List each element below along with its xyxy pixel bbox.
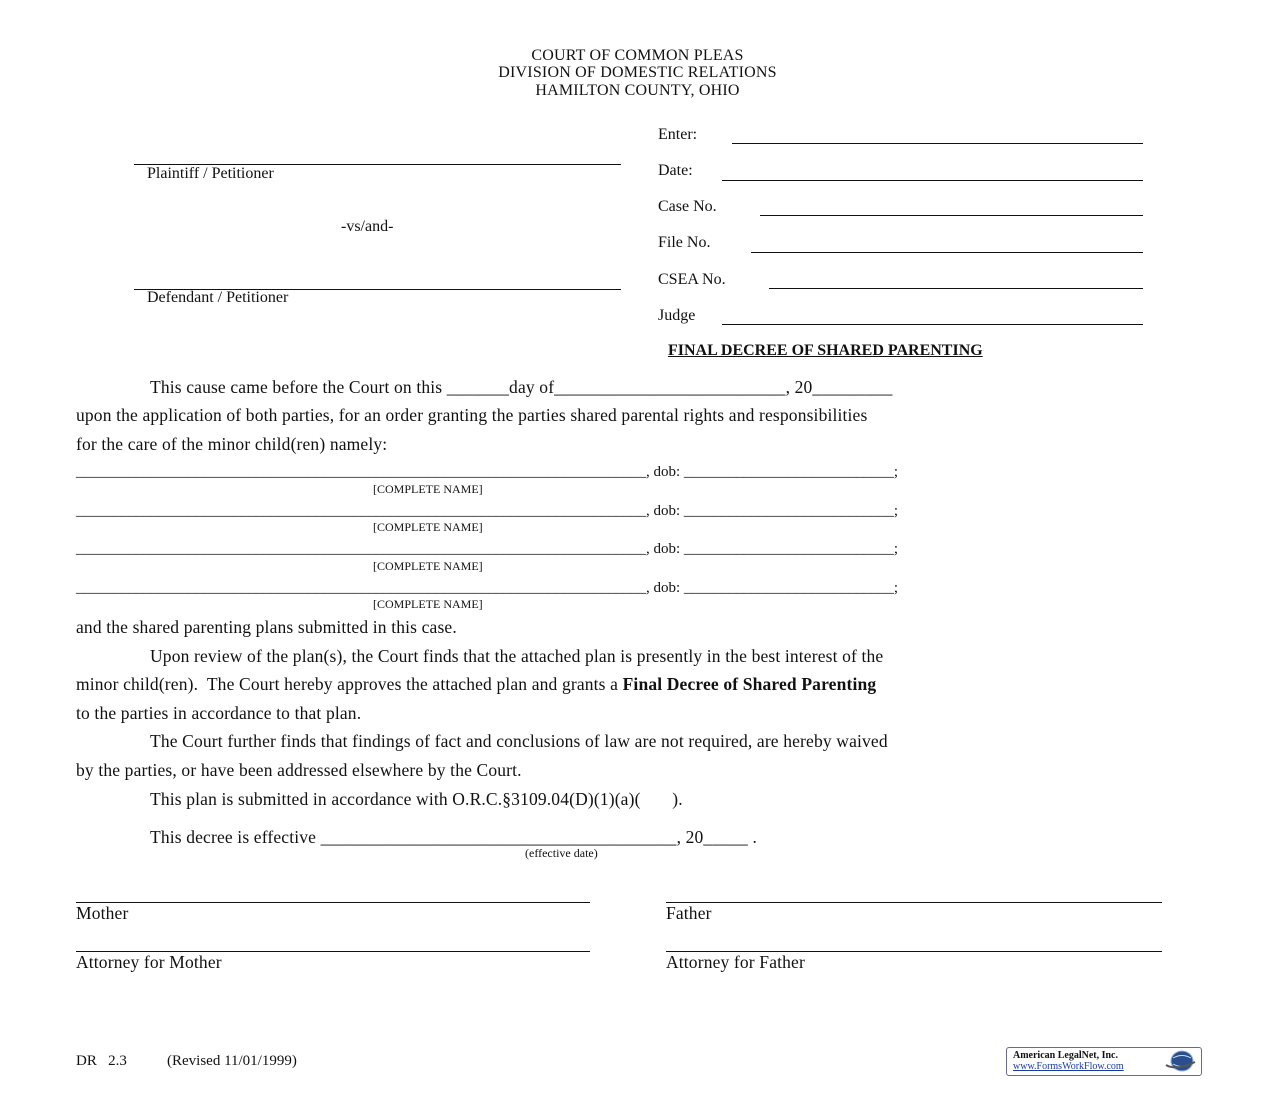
review-line-2 (76, 674, 876, 695)
complete-name-caption-4: [COMPLETE NAME] (373, 597, 483, 611)
child-entry-1[interactable]: ____________________________________________________________________________, dob: ____________________________; (76, 464, 899, 480)
court-name: COURT OF COMMON PLEAS (531, 47, 744, 64)
enter-field[interactable] (732, 143, 1143, 144)
case-no-field[interactable] (760, 215, 1143, 216)
vs-label: -vs/and- (341, 218, 394, 235)
review-line-2-text: minor child(ren). The Court hereby approves the attached plan and grants a (76, 674, 623, 694)
complete-name-caption-1: [COMPLETE NAME] (373, 482, 483, 496)
findings-line-1: The Court further finds that findings of fact and conclusions of law are not required, are hereby waived (150, 731, 888, 751)
attorney-mother-label: Attorney for Mother (76, 952, 222, 972)
children-intro-line: for the care of the minor child(ren) namely: (76, 434, 388, 454)
legalnet-logo[interactable] (1006, 1047, 1202, 1076)
file-no-label: File No. (658, 234, 711, 251)
judge-label: Judge (658, 307, 696, 324)
date-label: Date: (658, 162, 693, 179)
document-title: FINAL DECREE OF SHARED PARENTING (668, 342, 983, 359)
file-no-field[interactable] (751, 252, 1143, 253)
globe-icon (1162, 1049, 1198, 1073)
orc-line: This plan is submitted in accordance with O.R.C.§3109.04(D)(1)(a)( ). (150, 789, 683, 809)
revised-date: (Revised 11/01/1999) (167, 1053, 297, 1069)
date-field[interactable] (722, 180, 1143, 181)
father-signature-line[interactable] (666, 902, 1162, 903)
effective-line[interactable]: This decree is effective ________________________________________, 20_____ . (150, 827, 757, 847)
csea-no-field[interactable] (769, 288, 1143, 289)
csea-no-label: CSEA No. (658, 271, 726, 288)
child-entry-3[interactable]: ____________________________________________________________________________, dob: ____________________________; (76, 541, 899, 557)
findings-line-2: by the parties, or have been addressed elsewhere by the Court. (76, 760, 522, 780)
court-county: HAMILTON COUNTY, OHIO (535, 82, 740, 99)
logo-url-link[interactable]: www.FormsWorkFlow.com (1013, 1061, 1124, 1072)
application-line: upon the application of both parties, for an order granting the parties shared parental rights and responsibilities (76, 405, 868, 425)
plaintiff-label: Plaintiff / Petitioner (147, 165, 274, 182)
review-line-1: Upon review of the plan(s), the Court finds that the attached plan is presently in the best interest of the (150, 646, 884, 666)
form-id: DR 2.3 (76, 1053, 127, 1069)
father-label: Father (666, 903, 712, 923)
attorney-father-label: Attorney for Father (666, 952, 805, 972)
court-division: DIVISION OF DOMESTIC RELATIONS (498, 64, 777, 81)
effective-date-caption: (effective date) (525, 846, 598, 860)
logo-company-name: American LegalNet, Inc. (1013, 1050, 1118, 1061)
complete-name-caption-3: [COMPLETE NAME] (373, 559, 483, 573)
cause-line: This cause came before the Court on this _______day of__________________________, 20_________ (150, 377, 893, 397)
mother-label: Mother (76, 903, 129, 923)
enter-label: Enter: (658, 126, 698, 143)
review-line-3: to the parties in accordance to that plan. (76, 703, 362, 723)
complete-name-caption-2: [COMPLETE NAME] (373, 520, 483, 534)
judge-field[interactable] (722, 324, 1143, 325)
mother-signature-line[interactable] (76, 902, 590, 903)
child-entry-2[interactable]: ____________________________________________________________________________, dob: ____________________________; (76, 503, 899, 519)
decree-emphasis: Final Decree of Shared Parenting (622, 674, 877, 694)
plans-line: and the shared parenting plans submitted in this case. (76, 617, 457, 637)
defendant-label: Defendant / Petitioner (147, 289, 289, 306)
child-entry-4[interactable]: ____________________________________________________________________________, dob: ____________________________; (76, 580, 899, 596)
case-no-label: Case No. (658, 198, 717, 215)
